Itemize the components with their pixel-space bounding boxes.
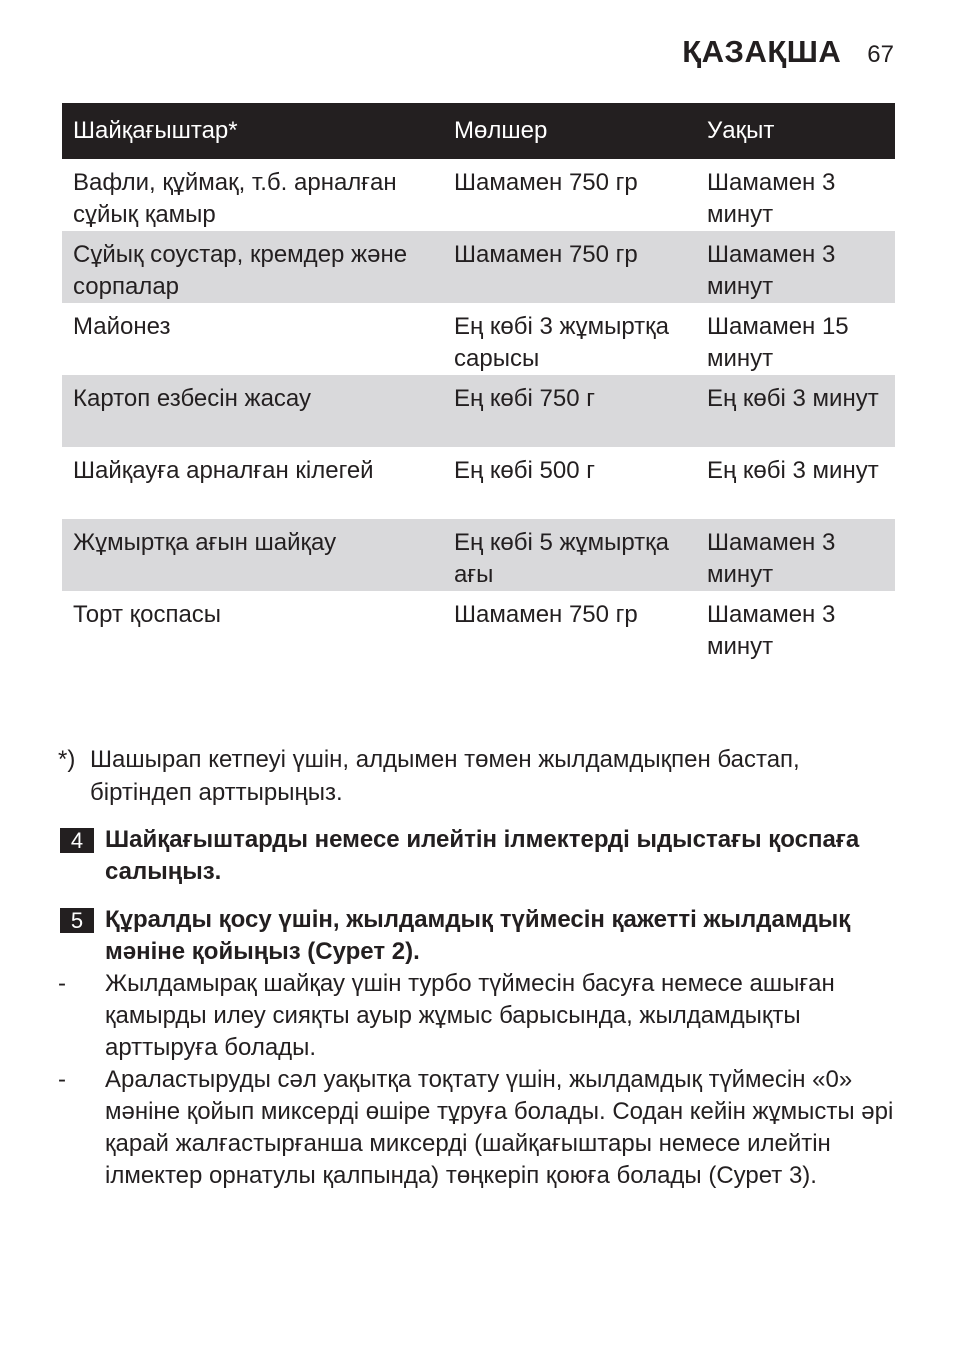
table-cell: Майонез	[73, 313, 171, 340]
footnote-line-2: біртіндеп арттырыңыз.	[90, 779, 343, 806]
column-header-time: Уақыт	[696, 103, 895, 159]
bullet-dash: -	[58, 970, 66, 997]
table-cell: Шайқауға арналған кілегей	[73, 457, 374, 484]
table-cell: Ең көбі 3 жұмыртқа сарысы	[454, 313, 670, 372]
table-cell: Ең көбі 3 минут	[707, 457, 879, 484]
column-header-accessory: Шайқағыштар*	[62, 103, 443, 159]
table-cell: Ең көбі 5 жұмыртқа ағы	[443, 519, 696, 591]
table-cell: Жұмыртқа ағын шайқау	[62, 519, 443, 591]
step-number-badge: 5	[60, 908, 94, 933]
table-cell: Шамамен 3 минут	[707, 601, 836, 660]
table-row	[62, 591, 895, 663]
table-cell: Шамамен 750 гр	[443, 231, 696, 303]
accessory-table	[62, 103, 895, 663]
table-header-row	[62, 103, 895, 159]
page-header	[682, 34, 894, 70]
bullet-text: Жылдамырақ шайқау үшін турбо түймесін басуға немесе ашыған қамырды илеу сияқты ауыр жұмыс барысында, жылдамдықты арттыруға болады.	[105, 970, 835, 1061]
bullet-dash: -	[58, 1066, 66, 1093]
table-row	[62, 375, 895, 447]
footnote	[58, 743, 898, 809]
table-cell: Ең көбі 500 г	[454, 457, 595, 484]
step-4	[60, 824, 900, 888]
table-cell: Шамамен 3 минут	[696, 231, 895, 303]
table-cell: Ең көбі 750 г	[443, 375, 696, 447]
table-cell: Шамамен 750 гр	[454, 169, 638, 196]
table-row	[62, 303, 895, 375]
language-title: ҚАЗАҚША	[682, 34, 842, 69]
table-row	[62, 231, 895, 303]
table-row	[62, 159, 895, 231]
table-cell: Сұйық соустар, кремдер және сорпалар	[62, 231, 443, 303]
step-text: Құралды қосу үшін, жылдамдық түймесін қажетті жылдамдық мәніне қойыңыз (Сурет 2).	[105, 906, 851, 965]
step-number-badge: 4	[60, 828, 94, 853]
bullet-item	[58, 968, 898, 1064]
table-cell: Шамамен 15 минут	[707, 313, 849, 372]
table-cell: Ең көбі 3 минут	[696, 375, 895, 447]
step-5	[60, 904, 900, 968]
table-row	[62, 519, 895, 591]
page-number: 67	[867, 41, 894, 68]
table-cell: Вафли, құймақ, т.б. арналған сұйық қамыр	[73, 169, 397, 228]
table-cell: Шамамен 3 минут	[696, 519, 895, 591]
table-cell: Шамамен 3 минут	[707, 169, 836, 228]
bullet-item	[58, 1064, 898, 1192]
footnote-line-1: Шашырап кетпеуі үшін, алдымен төмен жылдамдықпен бастап,	[90, 746, 800, 773]
table-cell: Шамамен 750 гр	[454, 601, 638, 628]
table-row	[62, 447, 895, 519]
table-cell: Торт қоспасы	[73, 601, 222, 628]
footnote-mark: *)	[58, 746, 76, 773]
table-cell: Картоп езбесін жасау	[62, 375, 443, 447]
column-header-quantity: Мөлшер	[443, 103, 696, 159]
bullet-text: Араластыруды сәл уақытқа тоқтату үшін, жылдамдық түймесін «0» мәніне қойып миксерді өшіре тұруға болады. Содан кейін жұмысты әрі қарай жалғастырғанша миксерді (шайқағыштары немесе илейтін ілмектер орнатулы қалпында) төңкеріп қоюға болады (Сурет 3).	[105, 1066, 894, 1189]
step-text: Шайқағыштарды немесе илейтін ілмектерді ыдыстағы қоспаға салыңыз.	[105, 826, 860, 885]
